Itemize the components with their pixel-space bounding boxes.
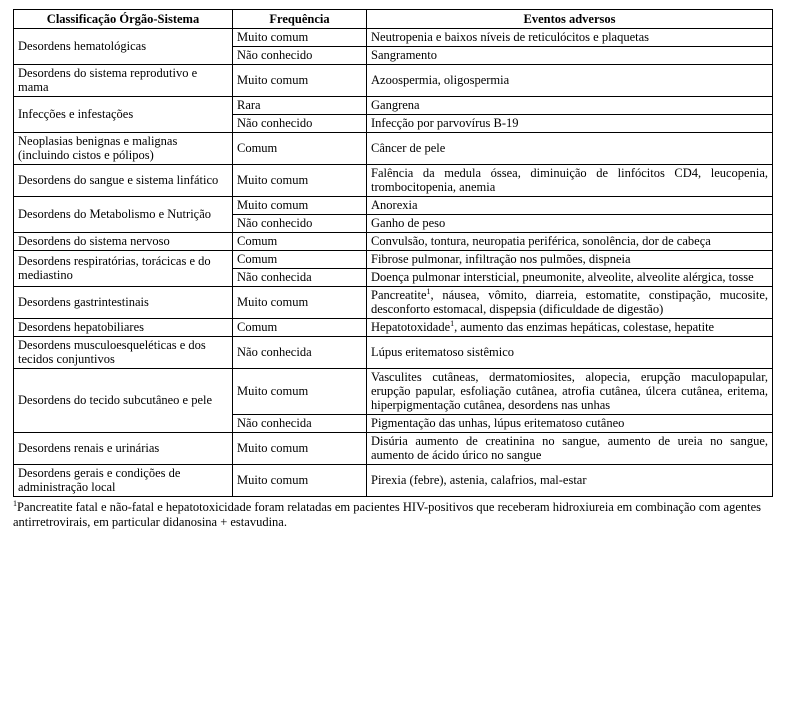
system-organ-class-cell: Desordens do sistema nervoso	[14, 233, 233, 251]
frequency-cell: Muito comum	[233, 29, 367, 47]
adverse-events-cell: Infecção por parvovírus B-19	[367, 115, 773, 133]
event-list: , aumento das enzimas hepáticas, colestase, hepatite	[454, 320, 715, 334]
table-row	[14, 337, 773, 369]
system-organ-class-cell: Desordens do sistema reprodutivo e mama	[14, 65, 233, 97]
table-row	[14, 29, 773, 47]
adverse-events-cell: Anorexia	[367, 197, 773, 215]
frequency-cell: Não conhecido	[233, 47, 367, 65]
adverse-events-cell: Fibrose pulmonar, infiltração nos pulmões, dispneia	[367, 251, 773, 269]
adverse-events-cell: Azoospermia, oligospermia	[367, 65, 773, 97]
frequency-cell: Não conhecido	[233, 115, 367, 133]
adverse-events-cell: Convulsão, tontura, neuropatia periférica, sonolência, dor de cabeça	[367, 233, 773, 251]
system-organ-class-cell: Neoplasias benignas e malignas (incluindo cistos e pólipos)	[14, 133, 233, 165]
frequency-cell: Comum	[233, 133, 367, 165]
frequency-cell: Muito comum	[233, 165, 367, 197]
frequency-cell: Não conhecido	[233, 215, 367, 233]
footnote-reference: 1	[450, 318, 455, 328]
frequency-cell: Muito comum	[233, 433, 367, 465]
table-row	[14, 65, 773, 97]
system-organ-class-cell: Desordens gerais e condições de administração local	[14, 465, 233, 497]
adverse-events-cell: Disúria aumento de creatinina no sangue, aumento de ureia no sangue, aumento de ácido úrico no sangue	[367, 433, 773, 465]
adverse-events-cell: Doença pulmonar intersticial, pneumonite, alveolite, alveolite alérgica, tosse	[367, 269, 773, 287]
system-organ-class-cell: Desordens respiratórias, torácicas e do mediastino	[14, 251, 233, 287]
system-organ-class-cell: Desordens do Metabolismo e Nutrição	[14, 197, 233, 233]
event-name: Pancreatite	[371, 288, 427, 302]
frequency-cell: Comum	[233, 233, 367, 251]
header-frequency: Frequência	[233, 10, 367, 29]
adverse-events-cell: Pigmentação das unhas, lúpus eritematoso cutâneo	[367, 415, 773, 433]
table-row	[14, 433, 773, 465]
adverse-events-cell	[367, 319, 773, 337]
system-organ-class-cell: Desordens hematológicas	[14, 29, 233, 65]
frequency-cell: Muito comum	[233, 65, 367, 97]
event-name: Hepatotoxidade	[371, 320, 451, 334]
frequency-cell: Não conhecida	[233, 415, 367, 433]
adverse-events-table	[13, 9, 773, 497]
table-row	[14, 465, 773, 497]
table-row	[14, 97, 773, 115]
system-organ-class-cell: Desordens musculoesqueléticas e dos tecidos conjuntivos	[14, 337, 233, 369]
system-organ-class-cell: Desordens do tecido subcutâneo e pele	[14, 369, 233, 433]
system-organ-class-cell: Desordens gastrintestinais	[14, 287, 233, 319]
table-row	[14, 319, 773, 337]
footnote	[13, 500, 772, 530]
footnote-reference: 1	[426, 286, 431, 296]
system-organ-class-cell: Desordens do sangue e sistema linfático	[14, 165, 233, 197]
adverse-events-cell: Sangramento	[367, 47, 773, 65]
adverse-events-cell: Ganho de peso	[367, 215, 773, 233]
table-row	[14, 133, 773, 165]
frequency-cell: Muito comum	[233, 465, 367, 497]
system-organ-class-cell: Infecções e infestações	[14, 97, 233, 133]
adverse-events-cell: Vasculites cutâneas, dermatomiosites, alopecia, erupção maculopapular, erupção papular, esfoliação cutânea, atrofia cutânea, úlcera cutânea, eritema, hiperpigmentação cutânea, desordens nas unhas	[367, 369, 773, 415]
header-classification: Classificação Órgão-Sistema	[14, 10, 233, 29]
footnote-marker: 1	[13, 498, 17, 508]
event-list: , náusea, vômito, diarreia, estomatite, constipação, mucosite, desconforto estomacal, dispepsia (dificuldade de digestão)	[371, 288, 768, 316]
frequency-cell: Muito comum	[233, 197, 367, 215]
adverse-events-cell: Câncer de pele	[367, 133, 773, 165]
footnote-text: Pancreatite fatal e não-fatal e hepatotoxicidade foram relatadas em pacientes HIV-positivos que receberam hidroxiureia em combinação com agentes antirretrovirais, em particular didanosina + estavudina.	[13, 500, 762, 529]
adverse-events-cell: Pirexia (febre), astenia, calafrios, mal-estar	[367, 465, 773, 497]
table-body	[14, 29, 773, 497]
system-organ-class-cell: Desordens renais e urinárias	[14, 433, 233, 465]
frequency-cell: Não conhecida	[233, 337, 367, 369]
adverse-events-cell: Lúpus eritematoso sistêmico	[367, 337, 773, 369]
table-row	[14, 251, 773, 269]
frequency-cell: Comum	[233, 251, 367, 269]
frequency-cell: Muito comum	[233, 287, 367, 319]
table-row	[14, 165, 773, 197]
frequency-cell: Comum	[233, 319, 367, 337]
table-header-row	[14, 10, 773, 29]
table-row	[14, 369, 773, 415]
header-adverse-events: Eventos adversos	[367, 10, 773, 29]
adverse-events-cell: Neutropenia e baixos níveis de reticulócitos e plaquetas	[367, 29, 773, 47]
table-row	[14, 233, 773, 251]
table-row	[14, 287, 773, 319]
system-organ-class-cell: Desordens hepatobiliares	[14, 319, 233, 337]
adverse-events-cell	[367, 287, 773, 319]
frequency-cell: Rara	[233, 97, 367, 115]
table-row	[14, 197, 773, 215]
frequency-cell: Não conhecida	[233, 269, 367, 287]
frequency-cell: Muito comum	[233, 369, 367, 415]
adverse-events-cell: Falência da medula óssea, diminuição de linfócitos CD4, leucopenia, trombocitopenia, anemia	[367, 165, 773, 197]
adverse-events-cell: Gangrena	[367, 97, 773, 115]
